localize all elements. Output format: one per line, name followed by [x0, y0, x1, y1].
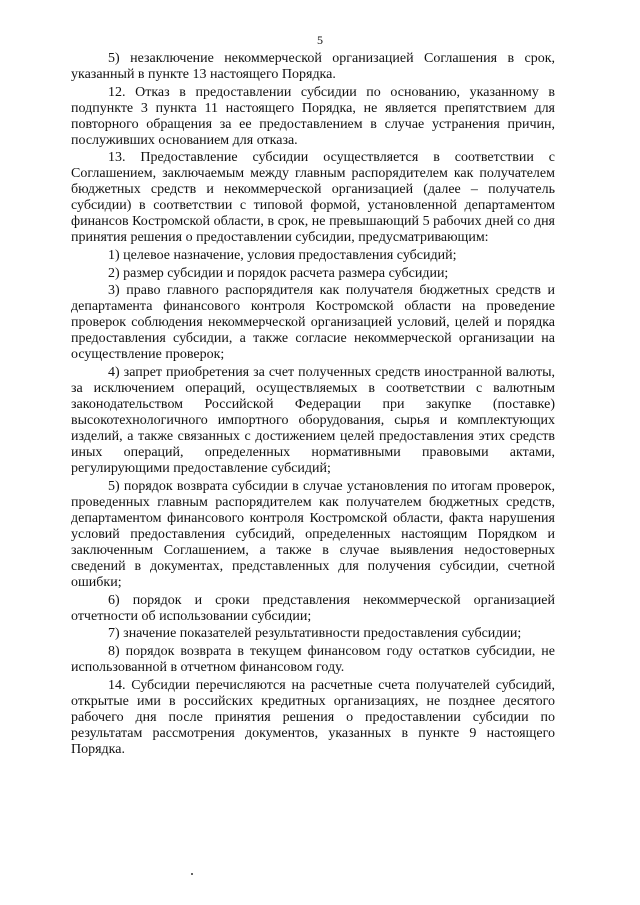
document-body [71, 51, 555, 759]
list-item-1-purpose: 1) целевое назначение, условия предоставления субсидий; [108, 248, 457, 264]
list-item-2-amount: 2) размер субсидии и порядок расчета размера субсидии; [108, 265, 449, 281]
page-number: 5 [317, 33, 323, 47]
list-item-4-currency-ban: 4) запрет приобретения за счет полученных средств иностранной валюты, за исключением операций, осуществляемых в соответствии с валютным законодательством Российской Федерации при закупке (поставке) высокотехнологичного импортного оборудования, сырья и комплектующих изделий, а также связанных с достижением целей предоставления этих средств иных операций, определенных нормативными правовыми актами, регулирующими предоставление субсидий; [71, 365, 555, 477]
list-item-8-remainder-return: 8) порядок возврата в текущем финансовом году остатков субсидии, не использованной в отчетном финансовом году. [71, 643, 555, 675]
paragraph-13-agreement: 13. Предоставление субсидии осуществляется в соответствии с Соглашением, заключаемым между главным распорядителем как получателем бюджетных средств и некоммерческой организацией (далее – получатель субсидии) в соответствии с типовой формой, установленной департаментом финансов Костромской области, в срок, не превышающий 5 рабочих дней со дня принятия решения о предоставлении субсидии, предусматривающим: [71, 150, 555, 246]
paragraph-14-transfer: 14. Субсидии перечисляются на расчетные счета получателей субсидий, открытые ими в российских кредитных организациях, не позднее десятого рабочего дня после принятия решения о предоставлении субсидии по результатам рассмотрения документов, указанных в пункте 9 настоящего Порядка. [71, 677, 555, 757]
scan-speck [191, 873, 193, 875]
list-item-6-reporting: 6) порядок и сроки представления некоммерческой организацией отчетности об использовании субсидии; [71, 592, 555, 624]
list-item-7-performance: 7) значение показателей результативности предоставления субсидии; [108, 626, 522, 642]
paragraph-item-5-noncommercial-agreement: 5) незаключение некоммерческой организацией Соглашения в срок, указанный в пункте 13 настоящего Порядка. [71, 51, 555, 82]
paragraph-12-refusal: 12. Отказ в предоставлении субсидии по основанию, указанному в подпункте 3 пункта 11 настоящего Порядка, не является препятствием для повторного обращения за ее предоставлением в случае устранения причин, послуживших основанием для отказа. [71, 84, 555, 148]
list-item-5-refund-procedure: 5) порядок возврата субсидии в случае установления по итогам проверок, проведенных главным распорядителем как получателем бюджетных средств, департаментом финансового контроля Костромской области, факта нарушения условий предоставления субсидий, определенных настоящим Порядком и заключенным Соглашением, а также в случае выявления недостоверных сведений в документах, представленных для получения субсидии, счетной ошибки; [71, 478, 555, 590]
list-item-3-inspections: 3) право главного распорядителя как получателя бюджетных средств и департамента финансового контроля Костромской области на проведение проверок соблюдения некоммерческой организацией условий, целей и порядка предоставления субсидии, а также согласие некоммерческой организации на осуществление проверок; [71, 283, 555, 363]
